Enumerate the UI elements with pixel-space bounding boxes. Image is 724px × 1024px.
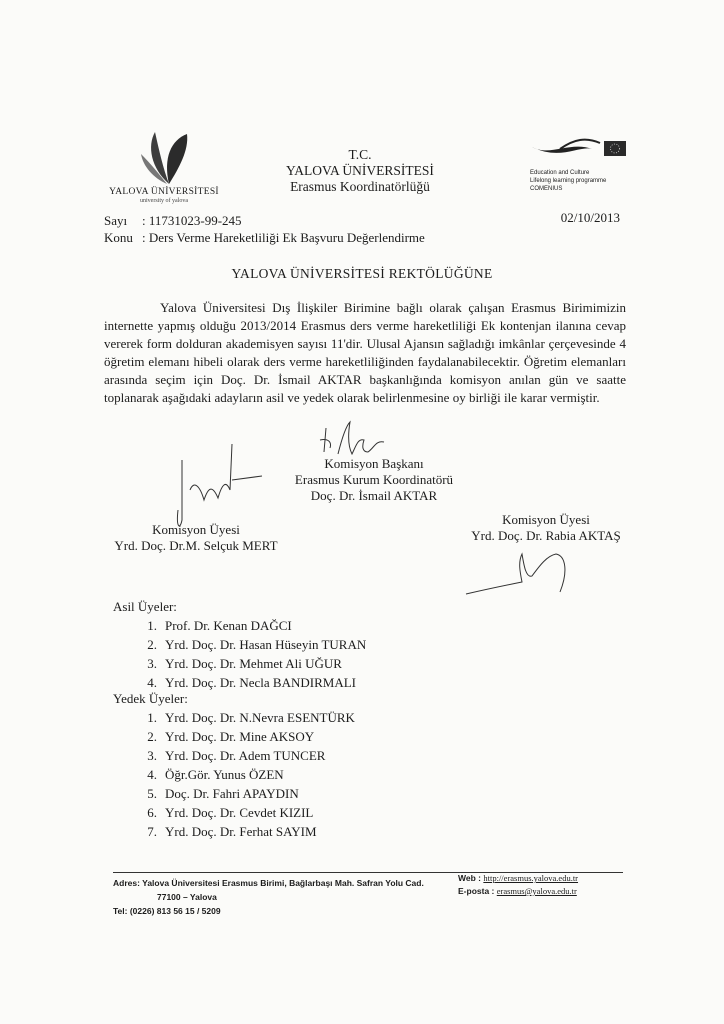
letter-paragraph: Yalova Üniversitesi Dış İlişkiler Birimine bağlı olarak çalışan Erasmus Birimimizin internette yapmış olduğu 2013/2014 Erasmus ders verme hareketliliği Ek kontenjan ilanına cevap vererek form dolduran akademisyen sayısı 11'dir. Ulusal Ajansın sağladığı imkânlar çerçevesinde 4 öğretim elemanı hibeli olarak ders verme hareketliliğinden faydalanabilecektir. Öğretim elemanları arasında seçim için Doç. Dr. İsmail AKTAR başkanlığında komisyon anılan gün ve saatte toplanarak aşağıdaki adayların asil ve yedek olarak belirlenmesine oy birliği ile karar vermiştir. [104,300,626,405]
letter-body [104,299,626,407]
reserve-members-list [113,689,355,841]
list-item: 4. Öğr.Gör. Yunus ÖZEN [147,767,284,782]
letterhead-line-tc: T.C. [348,147,372,162]
email-label: E-posta : [458,886,495,896]
university-logo [104,128,224,204]
leaf-logo-icon [129,128,199,186]
right-signature-icon [462,548,572,600]
web-label: Web : [458,873,481,883]
eu-logo-line1: Education and Culture [530,170,590,176]
left-role: Komisyon Üyesi [152,522,240,537]
chair-signature-icon [318,418,388,460]
footer-phone: Tel: (0226) 813 56 15 / 5209 [113,906,221,916]
university-logo-subtitle: university of yalova [140,197,188,204]
document-reference [104,212,425,246]
list-item: 4. Yrd. Doç. Dr. Necla BANDIRMALI [147,675,356,690]
document-date: 02/10/2013 [560,210,620,225]
letterhead-line-university: YALOVA ÜNİVERSİTESİ [286,163,434,178]
email-link[interactable]: erasmus@yalova.edu.tr [496,886,577,896]
signature-block-right [446,512,646,544]
primary-members-list [113,597,366,692]
footer-address [113,876,424,918]
list-item: 2. Yrd. Doç. Dr. Mine AKSOY [147,729,315,744]
list-item: 7. Yrd. Doç. Dr. Ferhat SAYIM [147,824,317,839]
addressee: YALOVA ÜNİVERSİTESİ REKTÖLÜĞÜNE [231,266,493,281]
letterhead-title [240,147,480,195]
primary-members-title: Asil Üyeler: [113,599,177,614]
letterhead-line-office: Erasmus Koordinatörlüğü [290,179,430,194]
eu-flag-icon [530,135,630,165]
chair-name: Doç. Dr. İsmail AKTAR [310,488,438,503]
right-name: Yrd. Doç. Dr. Rabia AKTAŞ [471,528,621,543]
signature-block-left [96,522,296,554]
footer-address-line1: Adres: Yalova Üniversitesi Erasmus Birimi, Bağlarbaşı Mah. Safran Yolu Cad. [113,878,424,888]
eu-programme-logo [530,135,640,193]
signature-block-chair [274,456,474,504]
sayi-value: : 11731023-99-245 [142,213,242,228]
footer-contact [458,872,578,898]
list-item: 5. Doç. Dr. Fahri APAYDIN [147,786,299,801]
eu-logo-line3: COMENIUS [530,186,563,192]
chair-role: Komisyon Başkanı [324,456,424,471]
list-item: 1. Prof. Dr. Kenan DAĞCI [147,618,292,633]
konu-value: : Ders Verme Hareketliliği Ek Başvuru Değerlendirme [142,230,425,245]
konu-label: Konu [104,230,133,245]
right-role: Komisyon Üyesi [502,512,590,527]
list-item: 3. Yrd. Doç. Dr. Adem TUNCER [147,748,326,763]
sayi-label: Sayı [104,213,128,228]
list-item: 1. Yrd. Doç. Dr. N.Nevra ESENTÜRK [147,710,355,725]
university-logo-name: YALOVA ÜNİVERSİTESİ [109,187,219,197]
reserve-members-title: Yedek Üyeler: [113,691,188,706]
chair-title: Erasmus Kurum Koordinatörü [294,472,454,487]
list-item: 6. Yrd. Doç. Dr. Cevdet KIZIL [147,805,314,820]
eu-logo-line2: Lifelong learning programme [530,178,607,184]
web-link[interactable]: http://erasmus.yalova.edu.tr [483,873,579,883]
list-item: 3. Yrd. Doç. Dr. Mehmet Ali UĞUR [147,656,342,671]
left-name: Yrd. Doç. Dr.M. Selçuk MERT [114,538,278,553]
footer-address-line2: 77100 – Yalova [157,892,217,902]
list-item: 2. Yrd. Doç. Dr. Hasan Hüseyin TURAN [147,637,367,652]
